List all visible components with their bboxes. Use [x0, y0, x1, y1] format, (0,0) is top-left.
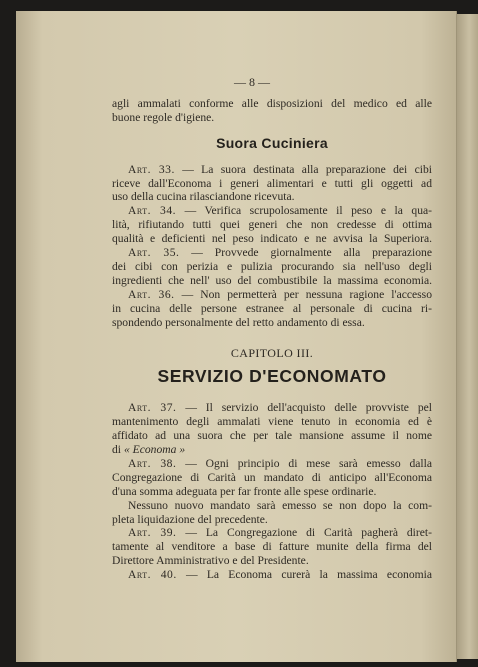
intro-line-2: buone regole d'igiene. [112, 110, 215, 124]
article-39-line: tamente al venditore a base di fatture munite della firma del [112, 540, 432, 554]
article-33-line: uso della cucina rilasciandone ricevuta. [112, 190, 295, 204]
article-33-first-line: Art. 33. — La suora destinata alla preparazione dei cibi [128, 162, 433, 176]
article-33-line: riceve dall'Economa i generi alimentari e tutti gli oggetti ad [112, 176, 432, 190]
article-35-line: ingredienti che nell' uso del combustibile la massima economia. [112, 273, 432, 287]
article-39-label: Art. 39. [128, 526, 177, 540]
article-34-line: qualità e deficienti nel peso indicato e ne avvisa la Superiora. [112, 232, 432, 246]
article-38-label: Art. 38. [128, 456, 177, 470]
article-38-line: Nessuno nuovo mandato sarà emesso se non dopo la com- [128, 498, 432, 512]
article-37-first-line: Art. 37. — Il servizio dell'acquisto delle provviste pel [128, 401, 432, 415]
article-35-first-line: Art. 35. — Provvede giornalmente alla preparazione [128, 246, 432, 260]
article-37-line: mantenimento degli ammalati viene tenuto in economia ed è [112, 415, 432, 429]
article-36-line: in cucina delle persone estranee al personale di cucina ri- [112, 301, 432, 315]
next-page-edge [456, 14, 478, 659]
intro-line-1: agli ammalati conforme alle disposizioni del medico ed alle [112, 96, 432, 110]
article-33-label: Art. 33. [128, 162, 175, 176]
article-39-first-line: Art. 39. — La Congregazione di Carità pagherà diret- [128, 526, 432, 540]
article-34-line: lità, rifiutando tutti quei generi che non credesse di ottima [112, 218, 432, 232]
article-40-label: Art. 40. [128, 568, 177, 582]
section-title-suora-cuciniera: Suora Cuciniera [216, 134, 328, 151]
article-38-line: d'una somma adeguata per far fronte alle spese ordinarie. [112, 484, 377, 498]
article-39-line: Direttore Amministrativo e del Presidente. [112, 554, 309, 568]
article-40-first-line: Art. 40. — La Economa curerà la massima economia [128, 568, 432, 582]
article-34-first-line: Art. 34. — Verifica scrupolosamente il peso e la qua- [128, 204, 432, 218]
article-35-label: Art. 35. [128, 246, 180, 260]
article-37-line: affidato ad una suora che per tale mansione assume il nome [112, 429, 432, 443]
article-38-first-line: Art. 38. — Ogni principio di mese sarà emesso dalla [128, 456, 432, 470]
article-35-line: dei cibi con perizia e pulizia procurando sia nell'uso degli [112, 259, 432, 273]
article-36-line: spondendo personalmente del retto andamento di essa. [112, 315, 365, 329]
page-number: — 8 — [234, 75, 270, 89]
article-36-first-line: Art. 36. — Non permetterà per nessuna ragione l'accesso [128, 287, 432, 301]
chapter-heading: CAPITOLO III. [230, 345, 314, 360]
article-38-line: Congregazione di Carità un mandato di anticipo all'Economa [112, 470, 432, 484]
article-37-line: di « Economa » [112, 443, 186, 457]
article-34-label: Art. 34. [128, 204, 177, 218]
section-title-servizio-economato: SERVIZIO D'ECONOMATO [157, 366, 387, 387]
article-36-label: Art. 36. [128, 287, 175, 301]
page-text [112, 76, 432, 582]
article-38-line: pleta liquidazione del precedente. [112, 512, 268, 526]
article-37-label: Art. 37. [128, 401, 177, 415]
economa-italic-term: « Economa » [123, 443, 186, 457]
